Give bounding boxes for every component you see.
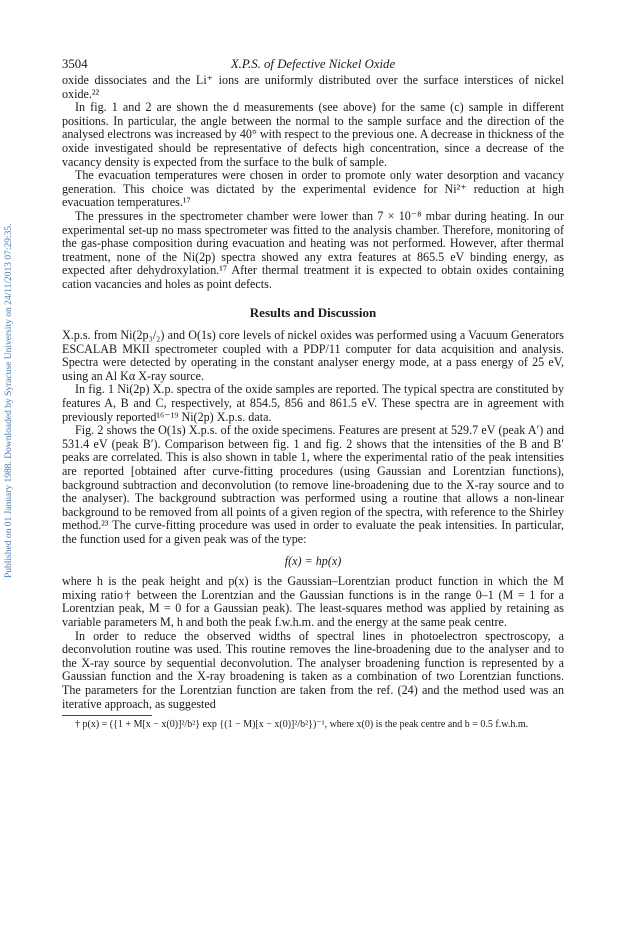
paragraph: X.p.s. from Ni(2p₃/₂) and O(1s) core levels of nickel oxides was performed using a Vacuum Generators ESCALAB MKII spectrometer coupled with a PDP/11 computer for data acquisition and analysis. Spectra were detected by operating in the constant analyser energy mode, at a pass energy of 25 eV, using an Al Kα X-ray source.: [62, 328, 564, 383]
paragraph: The evacuation temperatures were chosen in order to promote only water desorption and vacancy generation. This choice was dictated by the experimental evidence for Ni²⁺ reduction at high evacuation temperatures.¹⁷: [62, 168, 564, 210]
footnote-rule: [62, 715, 152, 716]
article-body: [62, 74, 564, 731]
page-header: [62, 57, 564, 73]
footnote: † p(x) = ({1 + M[x − x(0)]²/b²} exp {(1 − M)[x − x(0)]²/b²})⁻¹, where x(0) is the peak centre and b = 0.5 f.w.h.m.: [75, 719, 529, 731]
provenance-sidebar: Published on 01 January 1988. Downloaded by Syracuse University on 24/11/2013 07:29:35.: [4, 223, 14, 578]
equation: f(x) = hp(x): [284, 553, 342, 568]
paragraph: In order to reduce the observed widths of spectral lines in photoelectron spectroscopy, a deconvolution routine was used. This routine removes the line-broadening due to the analyser and to the X-ray source by sequential deconvolution. The analyser broadening function is represented by a Gaussian function and the X-ray broadening is taken as a combination of two Lorentzian functions. The parameters for the Lorentzian function are taken from the ref. (24) and the method used was an iterative approach, as suggested: [62, 628, 564, 711]
section-heading: Results and Discussion: [249, 304, 377, 320]
page-number: 3504: [62, 57, 88, 71]
paragraph: In fig. 1 and 2 are shown the d measurements (see above) for the same (c) sample in different positions. In particular, the angle between the normal to the sample surface and the direction of the analysed electrons was increased by 40° with respect to the previous one. A decrease in thickness of the oxide investigated should be representative of defects high concentration, since a decrease of the vacancy density is expected from the surface to the bulk of sample.: [62, 100, 564, 169]
running-title: X.P.S. of Defective Nickel Oxide: [230, 57, 396, 71]
paragraph: The pressures in the spectrometer chamber were lower than 7 × 10⁻⁸ mbar during heating. In our experimental set-up no mass spectrometer was fitted to the analysis chamber. Therefore, monitoring of the gas-phase composition during evacuation and heating was not performed. However, after thermal treatment, none of the Ni(2p) spectra showed any extra features at 865.5 eV binding energy, as expected after dehydroxylation.¹⁷ After thermal treatment it is expected to obtain oxides containing cation vacancies and holes as point defects.: [62, 208, 564, 291]
paragraph: where h is the peak height and p(x) is the Gaussian–Lorentzian product function in which the M mixing ratio† between the Lorentzian and the Gaussian functions is in the range 0–1 (M = 1 for a Lorentzian peak, M = 0 for a Gaussian peak). The least-squares method was applied by retaining as variable parameters M, h and both the peak f.w.h.m. and the energy at the same peak centre.: [62, 574, 564, 629]
paragraph: oxide dissociates and the Li⁺ ions are uniformly distributed over the surface interstices of nickel oxide.²²: [62, 73, 564, 101]
paragraph: Fig. 2 shows the O(1s) X.p.s. of the oxide specimens. Features are present at 529.7 eV (peak A′) and 531.4 eV (peak B′). Comparison between fig. 1 and fig. 2 shows that the intensities of the B and B′ peaks are correlated. This is also shown in table 1, where the experimental ratio of the peak intensities are reported [obtained after curve-fitting procedures (using Gaussian and Lorentzian functions), background subtraction and deconvolution (to remove line-broadening due to the X-ray source and to the analyser). The background subtraction was performed using a routine that allows a non-linear background to be removed from all points of a given region of the spectra, with reference to the Shirley method.²³ The curve-fitting procedure was used in order to evaluate the peak intensities. In particular, the function used for a given peak was of the type:: [62, 423, 564, 546]
paragraph: In fig. 1 Ni(2p) X.p. spectra of the oxide samples are reported. The typical spectra are constituted by features A, B and C, respectively, at 854.5, 856 and 861.5 eV. These spectra are in agreement with previously reported¹⁶⁻¹⁹ Ni(2p) X.p.s. data.: [62, 382, 564, 424]
